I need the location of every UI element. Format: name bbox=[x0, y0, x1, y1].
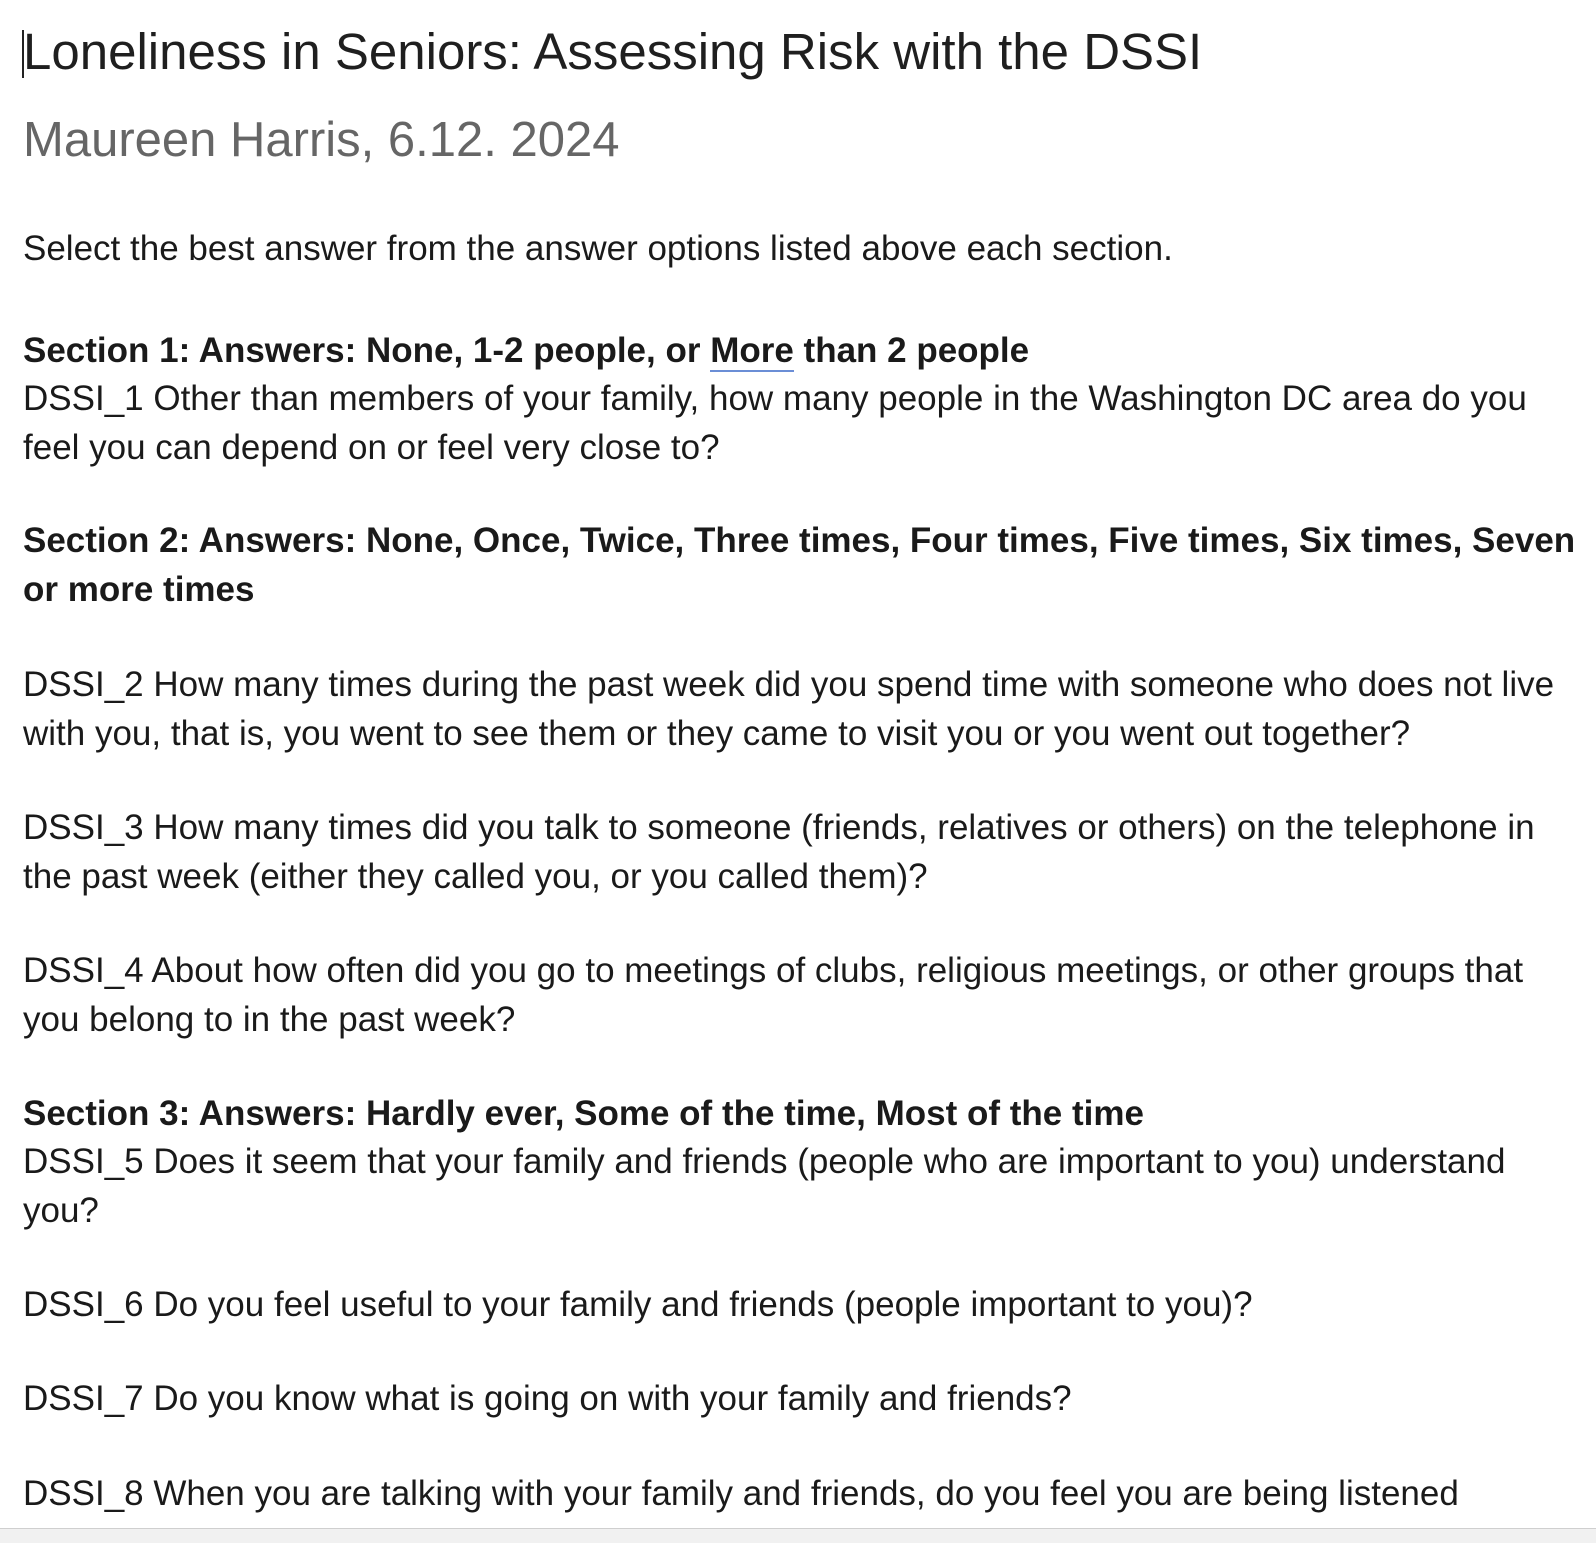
question-dssi-4[interactable]: DSSI_4 About how often did you go to meetings of clubs, religious meetings, or other groups that you belong to in the past week? bbox=[23, 951, 1524, 1039]
section-1-heading-post: than 2 people bbox=[793, 331, 1030, 370]
question-dssi-2[interactable]: DSSI_2 How many times during the past week did you spend time with someone who does not live with you, that is, you went to see them or they came to visit you or you went out together? bbox=[23, 665, 1555, 753]
question-dssi-1[interactable]: DSSI_1 Other than members of your family, how many people in the Washington DC area do you feel you can depend on or feel very close to? bbox=[23, 379, 1527, 467]
question-dssi-5[interactable]: DSSI_5 Does it seem that your family and friends (people who are important to you) understand you? bbox=[23, 1142, 1506, 1230]
spellcheck-flagged-word[interactable]: More bbox=[710, 331, 794, 370]
section-2-heading[interactable]: Section 2: Answers: None, Once, Twice, Three times, Four times, Five times, Six times, Seven or more times bbox=[23, 521, 1576, 609]
section-1-heading-pre: Section 1: Answers: None, 1-2 people, or bbox=[23, 331, 711, 370]
instructions-paragraph[interactable]: Select the best answer from the answer options listed above each section. bbox=[23, 229, 1173, 268]
question-dssi-3[interactable]: DSSI_3 How many times did you talk to someone (friends, relatives or others) on the telephone in the past week (either they called you, or you called them)? bbox=[23, 808, 1535, 896]
question-dssi-6[interactable]: DSSI_6 Do you feel useful to your family and friends (people important to you)? bbox=[23, 1285, 1253, 1324]
section-3-heading[interactable]: Section 3: Answers: Hardly ever, Some of the time, Most of the time bbox=[23, 1094, 1144, 1133]
document-title[interactable]: Loneliness in Seniors: Assessing Risk with the DSSI bbox=[23, 23, 1203, 80]
section-1-heading[interactable] bbox=[23, 327, 1583, 376]
question-dssi-8[interactable]: DSSI_8 When you are talking with your family and friends, do you feel you are being listened bbox=[23, 1474, 1459, 1513]
author-date-subtitle[interactable]: Maureen Harris, 6.12. 2024 bbox=[23, 113, 620, 167]
question-dssi-7[interactable]: DSSI_7 Do you know what is going on with your family and friends? bbox=[23, 1379, 1072, 1418]
horizontal-scrollbar[interactable] bbox=[0, 1528, 1596, 1543]
